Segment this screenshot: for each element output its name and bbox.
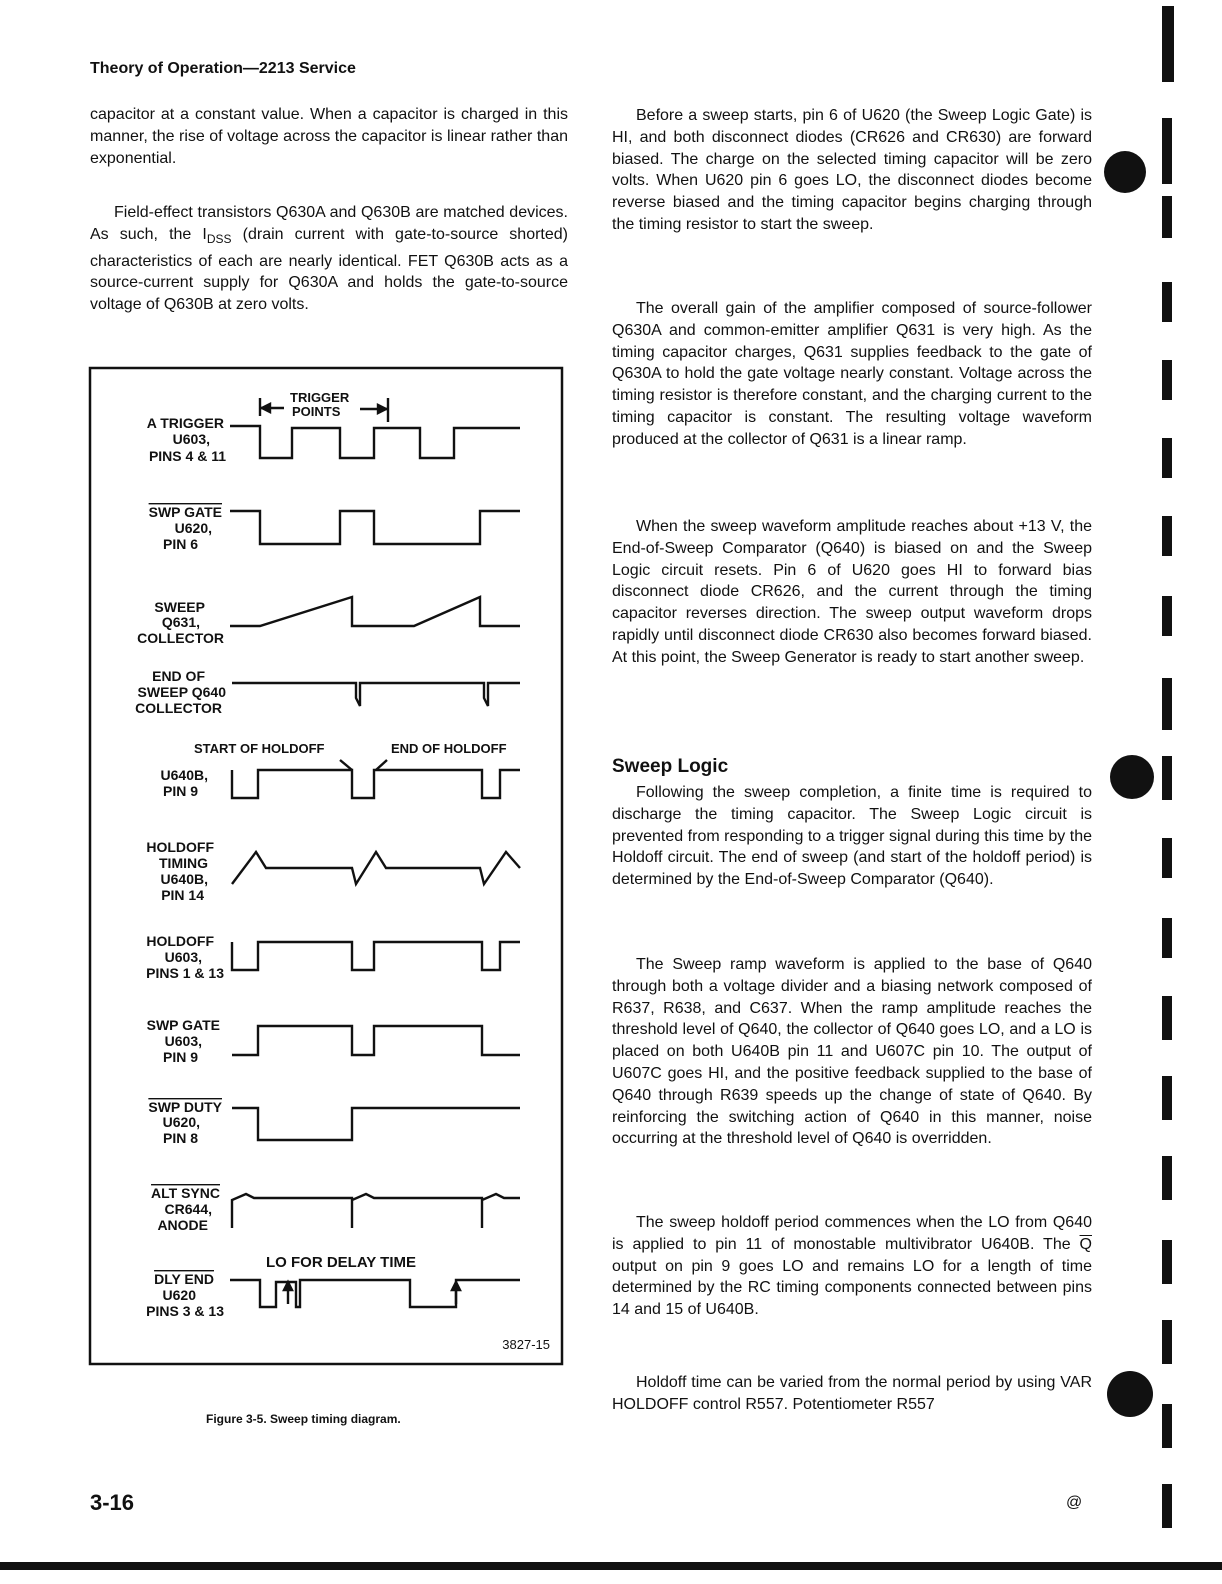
section-heading-sweep-logic: Sweep Logic [612, 756, 729, 777]
margin-bar [1162, 1156, 1172, 1200]
right-paragraph-7: Holdoff time can be varied from the normal period by using VAR HOLDOFF control R557. Potentiometer R557 [612, 1374, 1092, 1413]
margin-bar [1162, 1404, 1172, 1448]
right-paragraph-3: When the sweep waveform amplitude reaches about +13 V, the End-of-Sweep Comparator (Q640) is biased on and the Sweep Logic circuit resets. Pin 6 of U620 goes HI to forward bias disconnect diode CR626, and the current through the timing capacitor reverses direction. The sweep output waveform drops rapidly until disconnect diode CR630 also becomes forward biased. At this point, the Sweep Generator is ready to start another sweep. [612, 518, 1092, 666]
binder-hole [1107, 1371, 1153, 1417]
idss-subscript: DSS [206, 231, 232, 246]
label-end-of-sweep: END OF [152, 668, 205, 684]
label-end-of-sweep-part: SWEEP Q640 [137, 684, 226, 700]
label-swp-duty-pin: PIN 8 [162, 1130, 198, 1146]
margin-bar [1162, 996, 1172, 1040]
margin-bar [1162, 756, 1172, 800]
right-paragraph-6-part-b: output on pin 9 goes LO and remains LO for a length of time determined by the RC timing components connected between pins 14 and 15 of U640B. [612, 1257, 1092, 1319]
label-sweep-part: Q631, [161, 614, 200, 630]
page-number: 3-16 [90, 1490, 135, 1515]
label-swp-gate-u603-part: U603, [164, 1033, 202, 1049]
footer-mark: @ [1066, 1494, 1083, 1511]
right-paragraph-1: Before a sweep starts, pin 6 of U620 (the Sweep Logic Gate) is HI, and both disconnect diodes (CR626 and CR630) are forward biased. The charge on the selected timing capacitor will be zero volts. When U620 pin 6 goes LO, the disconnect diodes become reverse biased and the timing capacitor begins charging through the timing resistor to start the sweep. [612, 107, 1092, 233]
label-holdoff-timing-part: TIMING [159, 855, 208, 871]
label-sweep-collector: COLLECTOR [137, 630, 224, 646]
right-paragraph-6-part-a: The sweep holdoff period commences when the LO from Q640 is applied to pin 11 of monostable multivibrator U640B. The [612, 1214, 1092, 1253]
margin-bar [1162, 118, 1172, 184]
label-holdoff-pins: PINS 1 & 13 [146, 965, 224, 981]
label-a-trigger-part: U603, [172, 431, 210, 447]
margin-bar [1162, 1320, 1172, 1364]
label-alt-sync-anode: ANODE [157, 1217, 208, 1233]
margin-bar [1162, 6, 1174, 82]
label-holdoff-timing-device: U640B, [160, 871, 208, 887]
label-swp-gate-u603-pin: PIN 9 [162, 1049, 198, 1065]
label-a-trigger: A TRIGGER [146, 415, 224, 431]
bottom-rule [0, 1562, 1222, 1570]
label-alt-sync: ALT SYNC [151, 1185, 220, 1201]
trigger-points-label-1: TRIGGER [290, 390, 350, 405]
label-holdoff: HOLDOFF [146, 933, 214, 949]
margin-bar [1162, 678, 1172, 730]
label-alt-sync-part: CR644, [164, 1201, 212, 1217]
label-dly-end-pins: PINS 3 & 13 [146, 1303, 224, 1319]
label-holdoff-timing-pin: PIN 14 [161, 887, 204, 903]
right-paragraph-5: The Sweep ramp waveform is applied to the base of Q640 through both a voltage divider and a biasing network composed of R637, R638, and C637. When the ramp amplitude reaches the threshold level of Q640, the collector of Q640 goes LO, and a LO is placed on both U640B pin 11 and U607C pin 10. The output of U607C goes HI, and the positive feedback supplied to the base of Q640 through R639 speeds up the change of state of Q640. By reinforcing the switching action of Q640 in this manner, noise occurring at the threshold level of Q640 is overridden. [612, 956, 1092, 1148]
figure-caption: Figure 3-5. Sweep timing diagram. [206, 1412, 401, 1426]
end-of-holdoff-label: END OF HOLDOFF [391, 741, 507, 756]
figure-number: 3827-15 [502, 1337, 550, 1352]
label-swp-gate-u620: SWP GATE [148, 504, 222, 520]
label-holdoff-timing: HOLDOFF [146, 839, 214, 855]
left-paragraph-2-part-a: Field-effect transistors Q630A and Q630B are matched devices. As such, the I [90, 204, 568, 243]
binder-hole [1110, 755, 1154, 799]
margin-bar [1162, 1076, 1172, 1120]
running-header: Theory of Operation—2213 Service [90, 60, 356, 77]
right-paragraph-4: Following the sweep completion, a finite time is required to discharge the timing capacitor. The Sweep Logic circuit is prevented from responding to a trigger signal during this time by the Holdoff circuit. The end of sweep (and start of the holdoff period) is determined by the End-of-Sweep Comparator (Q640). [612, 784, 1092, 889]
margin-bar [1162, 196, 1172, 238]
label-a-trigger-pins: PINS 4 & 11 [148, 448, 226, 464]
label-swp-duty: SWP DUTY [148, 1099, 222, 1115]
margin-bar [1162, 360, 1172, 400]
margin-bar [1162, 438, 1172, 478]
margin-bar [1162, 282, 1172, 322]
margin-bar [1162, 1484, 1172, 1528]
margin-bar [1162, 596, 1172, 636]
label-dly-end: DLY END [154, 1271, 214, 1287]
left-paragraph-2-part-b: (drain current with gate-to-source shorted) characteristics of each are nearly identical. FET Q630B acts as a source-current supply for Q630A and holds the gate-to-source voltage of Q630B at zero volts. [90, 225, 568, 314]
label-sweep: SWEEP [154, 599, 205, 615]
margin-bar [1162, 838, 1172, 878]
label-swp-gate-u620-pin: PIN 6 [162, 536, 198, 552]
lo-for-delay-label: LO FOR DELAY TIME [266, 1254, 417, 1271]
label-dly-end-part: U620 [162, 1287, 196, 1303]
label-u640b-pin9: U640B, [160, 767, 208, 783]
margin-bar [1162, 516, 1172, 556]
q-bar: $\overline{Q}$ [1079, 1235, 1092, 1253]
binder-hole [1104, 151, 1146, 193]
label-swp-gate-u620-part: U620, [174, 520, 212, 536]
start-of-holdoff-label: START OF HOLDOFF [194, 741, 325, 756]
trigger-points-label-2: POINTS [292, 404, 341, 419]
label-swp-duty-part: U620, [162, 1114, 200, 1130]
margin-bar [1162, 918, 1172, 958]
left-paragraph-1: capacitor at a constant value. When a capacitor is charged in this manner, the rise of voltage across the capacitor is linear rather than exponential. [90, 106, 568, 167]
label-holdoff-part: U603, [164, 949, 202, 965]
label-end-of-sweep-collector: COLLECTOR [135, 700, 222, 716]
label-swp-gate-u603: SWP GATE [146, 1017, 220, 1033]
label-u640b-pin9-part: PIN 9 [162, 783, 198, 799]
margin-bar [1162, 1240, 1172, 1284]
right-paragraph-2: The overall gain of the amplifier composed of source-follower Q630A and common-emitter amplifier Q631 is very high. As the timing capacitor charges, Q631 supplies feedback to the gate of Q630A to hold the gate voltage nearly constant. Voltage across the timing resistor is therefore constant, and the charging current to the timing capacitor is constant. The resulting voltage waveform produced at the collector of Q631 is a linear ramp. [612, 300, 1092, 448]
